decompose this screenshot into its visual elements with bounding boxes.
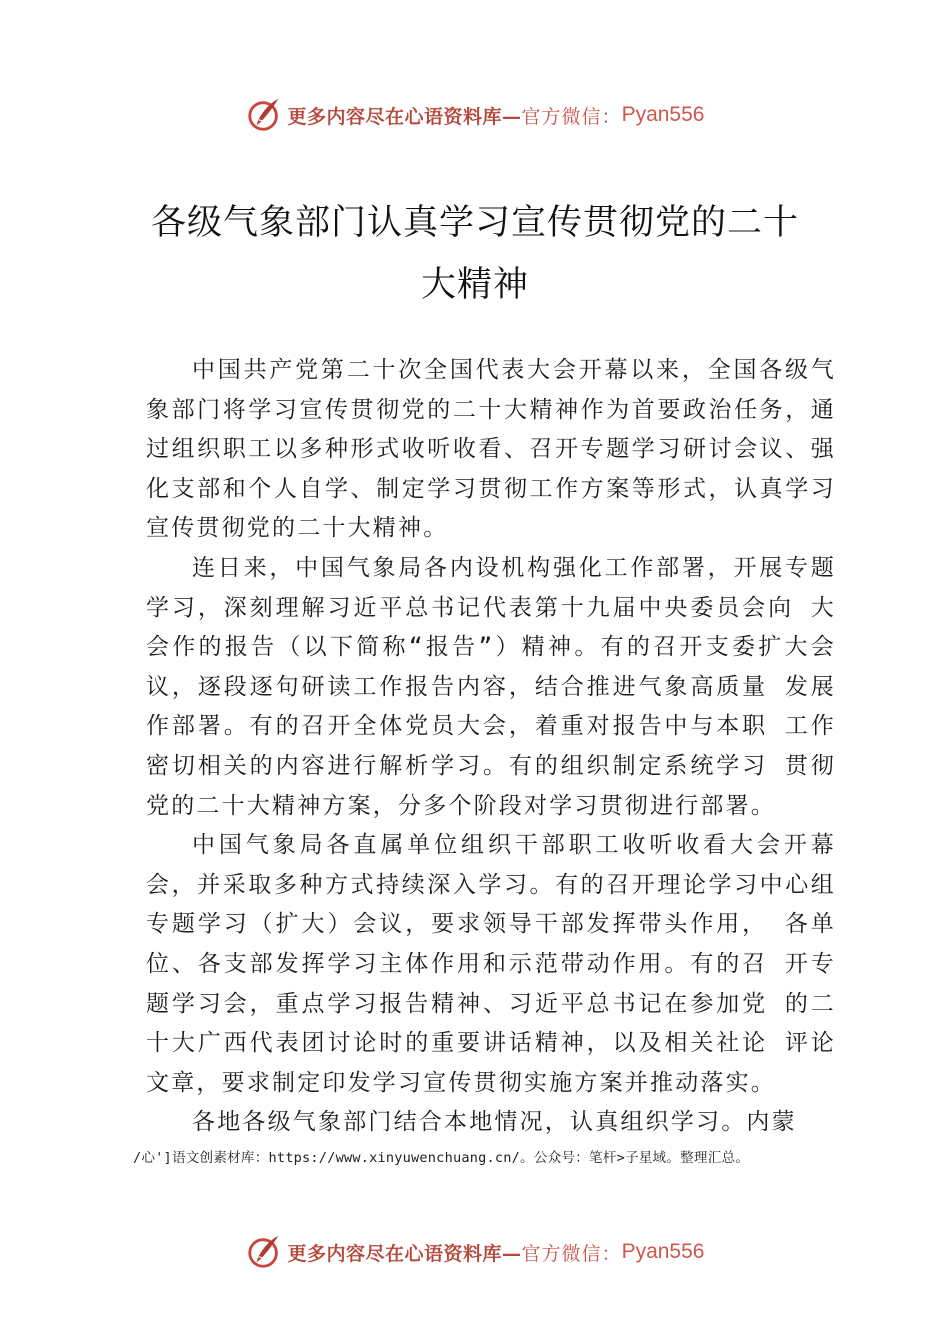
paragraph-2: 连日来，中国气象局各内设机构强化工作部署，开展专题学习，深刻理解习近平总书记代表第十九届中央委员会向 大会作的报告（以下简称“报告”）精神。有的召开支委扩大会议，逐段逐句研读工作报告内容，结合推进气象高质量 发展作部署。有的召开全体党员大会，着重对报告中与本职 工作密切相关的内容进行解析学习。有的组织制定系统学习 贯彻党的二十大精神方案，分多个阶段对学习贯彻进行部署。 — [146, 554, 836, 819]
banner-wechat-label: 官方微信： — [521, 1242, 622, 1265]
banner-wechat-label: 官方微信： — [521, 105, 622, 128]
banner-text: 更多内容尽在心语资料库— — [287, 1242, 522, 1265]
banner-text: 更多内容尽在心语资料库— — [287, 105, 522, 128]
quill-pen-logo-icon — [246, 1233, 284, 1271]
footer-note: /心']语文创素材库：https://www.xinyuwenchuang.cn/。公众号：笔杆>子星域。整理汇总。 — [133, 1150, 750, 1166]
title-line-1: 各级气象部门认真学习宣传贯彻党的二十 — [150, 203, 799, 243]
document-body — [146, 351, 836, 1143]
banner-wechat-id: Pyan556 — [621, 1240, 705, 1263]
bottom-banner — [0, 1232, 950, 1272]
paragraph-3: 中国气象局各直属单位组织干部职工收听收看大会开幕会，并采取多种方式持续深入学习。有的召开理论学习中心组专题学习（扩大）会议，要求领导干部发挥带头作用， 各单位、各支部发挥学习主体作用和示范带动作用。有的召 开专题学习会，重点学习报告精神、习近平总书记在参加党 的二十大广西代表团讨论时的重要讲话精神，以及相关社论 评论文章，要求制定印发学习宣传贯彻实施方案并推动落实。 — [146, 832, 836, 1096]
title-line-2: 大精神 — [420, 265, 529, 305]
top-banner — [0, 95, 950, 135]
quill-pen-logo-icon — [246, 96, 284, 134]
banner-wechat-id: Pyan556 — [621, 103, 705, 126]
paragraph-4: 各地各级气象部门结合本地情况，认真组织学习。内蒙 — [192, 1109, 797, 1136]
paragraph-1: 中国共产党第二十次全国代表大会开幕以来，全国各级气象部门将学习宣传贯彻党的二十大精神作为首要政治任务，通过组织职工以多种形式收听收看、召开专题学习研讨会议、强化支部和个人自学、制定学习贯彻工作方案等形式，认真学习宣传贯彻党的二十大精神。 — [146, 357, 836, 542]
document-title — [120, 192, 830, 316]
